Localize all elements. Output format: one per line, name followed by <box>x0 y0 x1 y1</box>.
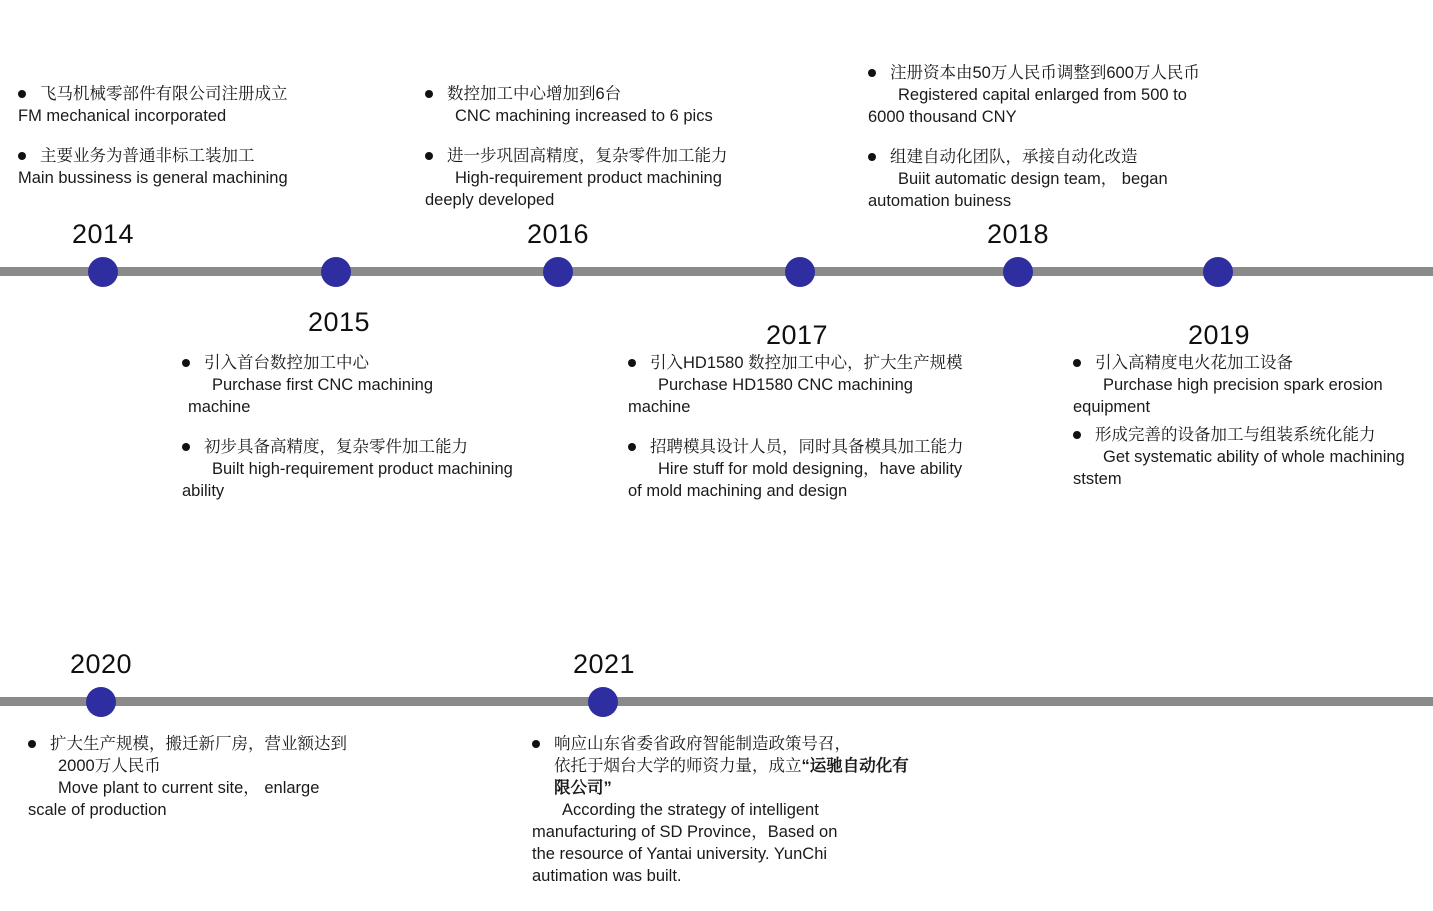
event-text-en: Move plant to current site， enlarge <box>58 779 320 797</box>
list-item <box>182 436 602 502</box>
list-item <box>628 436 1028 502</box>
bullet-icon <box>182 443 190 451</box>
event-text-en: FM mechanical incorporated <box>18 107 227 125</box>
event-block-2015 <box>182 352 602 502</box>
event-text-en: Get systematic ability of whole machining <box>1103 448 1405 466</box>
bullet-icon <box>18 90 26 98</box>
event-text-cn: 组建自动化团队，承接自动化改造 <box>890 148 1138 166</box>
event-text-cn: 招聘模具设计人员，同时具备模具加工能力 <box>650 438 964 456</box>
event-text-en-2: scale of production <box>28 801 167 819</box>
event-text-cn: 注册资本由50万人民币调整到600万人民币 <box>890 64 1200 82</box>
event-text-cn: 形成完善的设备加工与组装系统化能力 <box>1095 426 1376 444</box>
event-text-cn: 响应山东省委省政府智能制造政策号召， <box>554 735 851 753</box>
event-text-cn: 飞马机械零部件有限公司注册成立 <box>40 85 288 103</box>
list-item <box>532 733 912 887</box>
list-item <box>868 146 1288 212</box>
event-text-cn: 数控加工中心增加到6台 <box>447 85 622 103</box>
bullet-icon <box>182 359 190 367</box>
list-item <box>18 83 418 127</box>
timeline-dot-2020[interactable] <box>86 687 116 717</box>
event-block-2014 <box>18 83 418 189</box>
year-label-2017: 2017 <box>765 320 829 350</box>
timeline-dot-2014[interactable] <box>88 257 118 287</box>
event-text-en-2: machine <box>188 398 251 416</box>
event-block-2019 <box>1073 352 1433 490</box>
list-item <box>1073 352 1433 418</box>
timeline-rail-lower <box>0 697 1433 706</box>
event-block-2021 <box>532 733 912 887</box>
event-text-cn: 进一步巩固高精度，复杂零件加工能力 <box>447 147 728 165</box>
bullet-icon <box>1073 359 1081 367</box>
event-text-en: High-requirement product machining <box>455 169 722 187</box>
event-text-cn: 引入HD1580 数控加工中心，扩大生产规模 <box>650 354 963 372</box>
event-text-cn: 引入首台数控加工中心 <box>204 354 369 372</box>
timeline-dot-2019[interactable] <box>1203 257 1233 287</box>
event-text-en: CNC machining increased to 6 pics <box>455 107 713 125</box>
event-text-en-2: ability <box>182 482 225 500</box>
bullet-icon <box>28 740 36 748</box>
event-text-cn-2 <box>532 755 912 799</box>
bullet-icon <box>532 740 540 748</box>
list-item <box>868 62 1288 128</box>
year-label-2015: 2015 <box>307 307 371 337</box>
event-text-en-2: of mold machining and design <box>628 482 848 500</box>
event-text-en-2: deeply developed <box>425 191 555 209</box>
event-text-en-2: machine <box>628 398 691 416</box>
event-text-en: Purchase HD1580 CNC machining <box>658 376 913 394</box>
list-item <box>182 352 602 418</box>
event-text-en: Purchase high precision spark erosion <box>1103 376 1383 394</box>
year-label-2021: 2021 <box>572 649 636 679</box>
event-text-en-3: the resource of Yantai university. YunChi <box>532 845 828 863</box>
event-text-en-2: ststem <box>1073 470 1122 488</box>
event-text-en: Purchase first CNC machining <box>212 376 433 394</box>
list-item <box>628 352 1028 418</box>
event-text-en-2: equipment <box>1073 398 1151 416</box>
bullet-icon <box>628 443 636 451</box>
timeline-dot-2021[interactable] <box>588 687 618 717</box>
year-label-2019: 2019 <box>1187 320 1251 350</box>
timeline-dot-2017[interactable] <box>785 257 815 287</box>
event-text-cn: 初步具备高精度，复杂零件加工能力 <box>204 438 468 456</box>
list-item <box>1073 424 1433 490</box>
year-label-2018: 2018 <box>986 219 1050 249</box>
event-text-cn-2-plain: 依托于烟台大学的师资力量，成立 <box>554 757 802 775</box>
event-text-cn: 扩大生产规模，搬迁新厂房，营业额达到 <box>50 735 347 753</box>
bullet-icon <box>1073 431 1081 439</box>
event-text-cn: 主要业务为普通非标工装加工 <box>40 147 255 165</box>
event-text-en: Main bussiness is general machining <box>18 169 288 187</box>
event-text-en: According the strategy of intelligent <box>562 801 819 819</box>
bullet-icon <box>868 69 876 77</box>
event-text-cn: 引入高精度电火花加工设备 <box>1095 354 1293 372</box>
event-text-cn-highlight: “运驰自动化有限公司” <box>554 757 909 797</box>
list-item <box>18 145 418 189</box>
list-item <box>28 733 428 821</box>
year-label-2014: 2014 <box>71 219 135 249</box>
timeline-dot-2018[interactable] <box>1003 257 1033 287</box>
bullet-icon <box>868 153 876 161</box>
event-text-en: Buiit automatic design team， began <box>898 170 1168 188</box>
event-block-2018 <box>868 62 1288 212</box>
event-text-en: Hire stuff for mold designing，have ability <box>658 460 963 478</box>
year-label-2016: 2016 <box>526 219 590 249</box>
timeline-dot-2015[interactable] <box>321 257 351 287</box>
event-block-2017 <box>628 352 1028 502</box>
event-block-2020 <box>28 733 428 821</box>
event-text-en-2: 6000 thousand CNY <box>868 108 1017 126</box>
event-block-2016 <box>425 83 795 211</box>
year-label-2020: 2020 <box>69 649 133 679</box>
list-item <box>425 145 795 211</box>
event-text-cn-2: 2000万人民币 <box>58 757 161 775</box>
bullet-icon <box>628 359 636 367</box>
event-text-en-2: manufacturing of SD Province，Based on <box>532 823 838 841</box>
event-text-en: Built high-requirement product machining <box>212 460 513 478</box>
event-text-en: Registered capital enlarged from 500 to <box>898 86 1187 104</box>
bullet-icon <box>18 152 26 160</box>
event-text-en-4: autimation was built. <box>532 867 682 885</box>
list-item <box>425 83 795 127</box>
bullet-icon <box>425 152 433 160</box>
event-text-en-2: automation buiness <box>868 192 1012 210</box>
bullet-icon <box>425 90 433 98</box>
timeline-dot-2016[interactable] <box>543 257 573 287</box>
